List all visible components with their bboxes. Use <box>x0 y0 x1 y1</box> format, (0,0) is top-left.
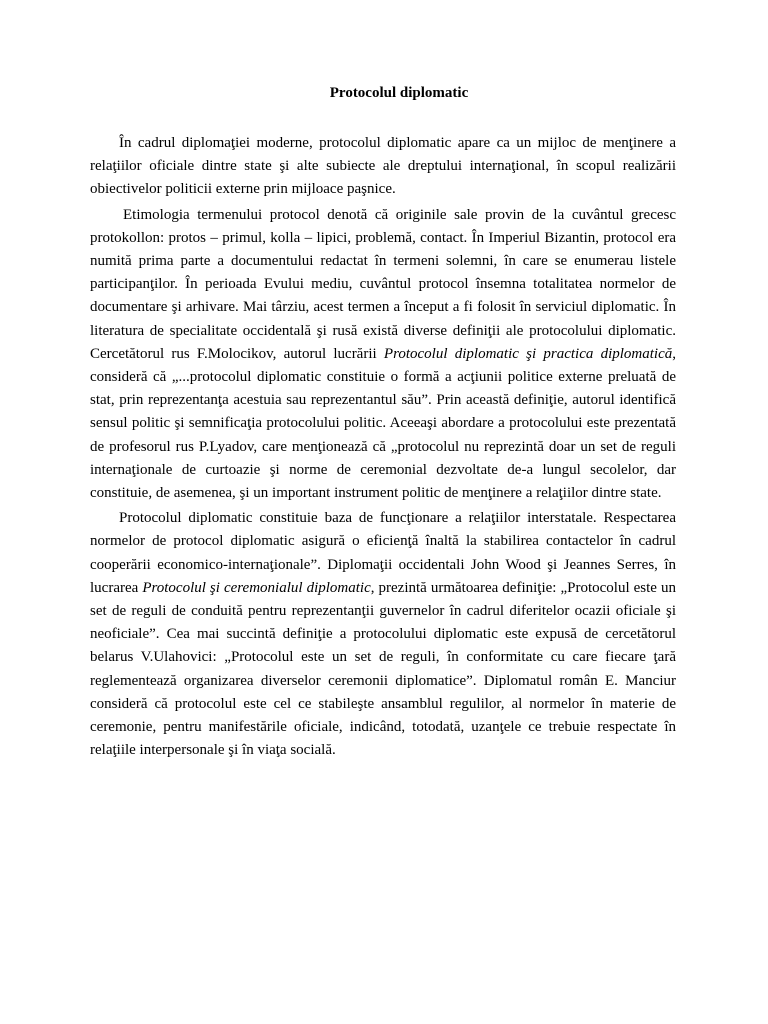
paragraph-3-text-a: Protocolul diplomatic constituie baza de funcţionare a relaţiilor interstatale. Respectarea normelor de protocol diplomatic asigură o eficienţă înaltă la stabilirea contactelor în cadrul cooperării economico-internaţionale”. Diplomaţii occidentali John Wood şi Jeannes Serres, în lucrarea <box>90 510 676 596</box>
paragraph-2 <box>90 204 676 506</box>
paragraph-2-text-a: Etimologia termenului protocol denotă că originile sale provin de la cuvântul grecesc protokollon: protos – primul, kolla – lipici, problemă, contact. În Imperiul Bizantin, protocol era numită prima parte a documentului redactat în termeni solemni, în care se enumerau listele participanţilor. În perioada Evului mediu, cuvântul protocol însemna totalitatea normelor de documentare şi arhivare. Mai târziu, acest termen a început a fi folosit în serviciul diplomatic. În literatura de specialitate occidentală şi rusă există diverse definiţii ale protocolului diplomatic. Cercetătorul rus F.Molocikov, autorul lucrării <box>90 206 676 362</box>
paragraph-1-text: În cadrul diplomaţiei moderne, protocolul diplomatic apare ca un mijloc de menţinere a relaţiilor oficiale dintre state şi alte subiecte ale dreptului internaţional, în scopul realizării obiectivelor politicii externe prin mijloace paşnice. <box>90 135 676 198</box>
paragraph-1 <box>90 132 676 202</box>
paragraph-3 <box>90 507 676 762</box>
paragraph-3-book-title: Protocolul şi ceremonialul diplomatic <box>142 579 371 596</box>
document-body <box>90 132 676 762</box>
paragraph-2-text-b: , consideră că „...protocolul diplomatic constituie o formă a acţiunii politice externe preluată de stat, prin reprezentanţa acestuia sau reprezentantul său”. Prin această definiţie, autorul identifică sensul politic şi semnificaţia protocolului politic. Aceeaşi abordare a protocolului este prezentată de profesorul rus P.Lyadov, care menţionează că „protocolul nu reprezintă doar un set de reguli internaţionale de curtoazie şi norme de ceremonial dezvoltate de-a lungul secolelor, dar constituie, de asemenea, şi un important instrument politic de menţinere a relaţiilor dintre state. <box>90 345 676 502</box>
paragraph-3-text-b: , prezintă următoarea definiţie: „Protocolul este un set de reguli de conduită pentru reprezentanţii guvernelor în cadrul diferitelor ocazii oficiale şi neoficiale”. Cea mai succintă definiţie a protocolului diplomatic este expusă de cercetătorul belarus V.Ulahovici: „Protocolul este un set de reguli, în conformitate cu care fiecare ţară reglementează organizarea diverselor ceremonii diplomatice”. Diplomatul român E. Manciur consideră că protocolul este cel ce stabileşte ansamblul regulilor, al normelor în materie de ceremonie, pentru manifestările oficiale, indicând, totodată, uzanţele ce trebuie respectate în relaţiile interpersonale şi în viaţa socială. <box>90 579 676 759</box>
document-title: Protocolul diplomatic <box>329 85 469 101</box>
paragraph-2-book-title: Protocolul diplomatic şi practica diplomatică <box>383 345 673 362</box>
